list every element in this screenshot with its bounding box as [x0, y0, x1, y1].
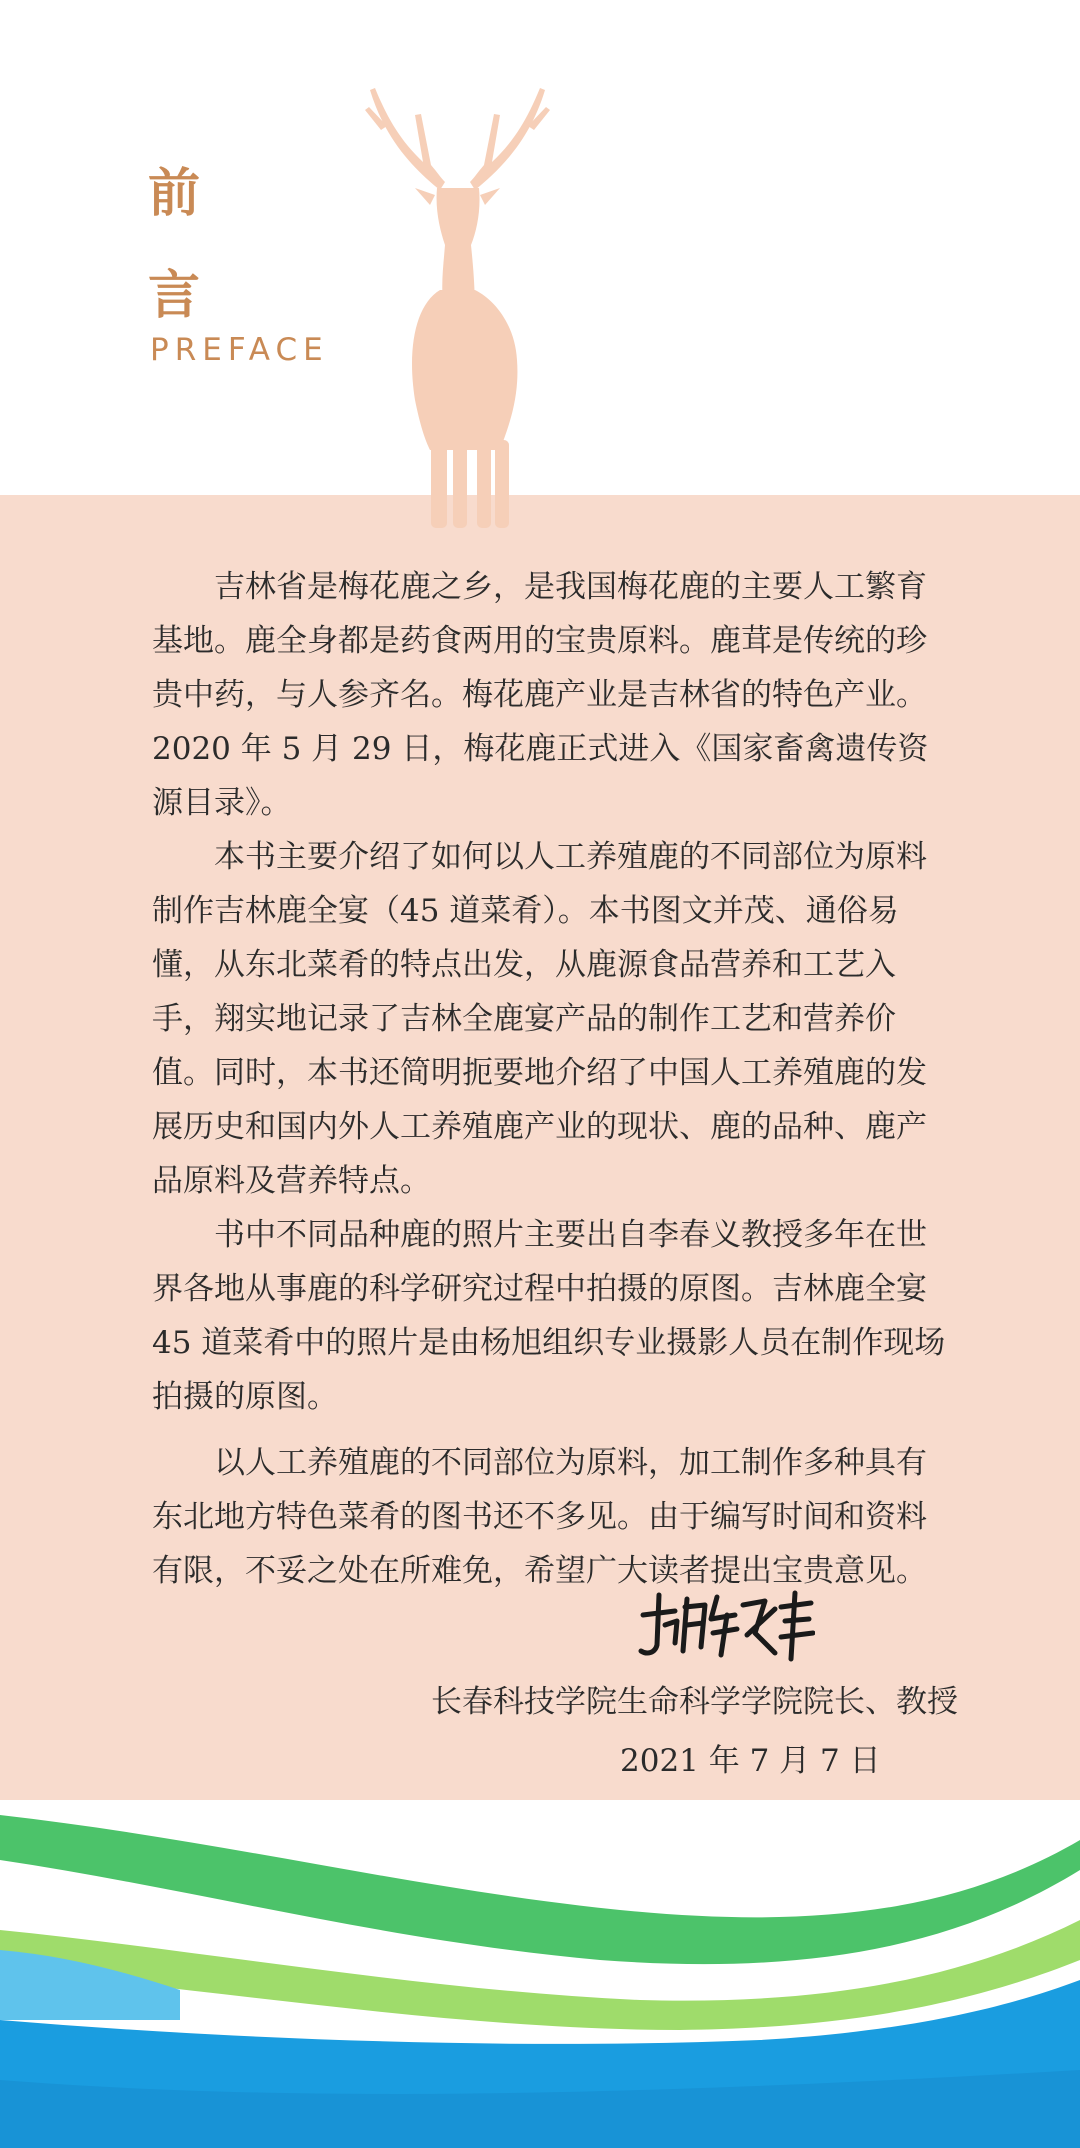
- title-char-2: 言: [148, 266, 201, 326]
- sign-date: 2021 年 7 月 7 日: [620, 1743, 881, 1779]
- paragraph-3: 书中不同品种鹿的照片主要出自李春义教授多年在世界各地从事鹿的科学研究过程中拍摄的原图。吉林鹿全宴 45 道菜肴中的照片是由杨旭组织专业摄影人员在制作现场拍摄的原图。: [152, 1217, 946, 1415]
- paragraph-2: 本书主要介绍了如何以人工养殖鹿的不同部位为原料制作吉林鹿全宴（45 道菜肴）。本书图文并茂、通俗易懂，从东北菜肴的特点出发，从鹿源食品营养和工艺入手，翔实地记录了吉林全鹿宴产品的制作工艺和营养价值。同时，本书还简明扼要地介绍了中国人工养殖鹿的发展历史和国内外人工养殖鹿产业的现状、鹿的品种、鹿产品原料及营养特点。: [152, 839, 927, 1199]
- deer-silhouette-icon: [345, 70, 585, 530]
- paragraph-4: 以人工养殖鹿的不同部位为原料，加工制作多种具有东北地方特色菜肴的图书还不多见。由于编写时间和资料有限，不妥之处在所难免，希望广大读者提出宝贵意见。: [152, 1445, 927, 1589]
- subtitle: PREFACE: [150, 332, 329, 368]
- preface-body: [152, 560, 952, 1598]
- paragraph-1: 吉林省是梅花鹿之乡，是我国梅花鹿的主要人工繁育基地。鹿全身都是药食两用的宝贵原料。鹿茸是传统的珍贵中药，与人参齐名。梅花鹿产业是吉林省的特色产业。2020 年 5 月 29 日，梅花鹿正式进入《国家畜禽遗传资源目录》。: [152, 569, 929, 821]
- wave-decoration: [0, 1800, 1080, 2148]
- author-title: 长春科技学院生命科学学院院长、教授: [431, 1684, 958, 1720]
- handwritten-signature: [635, 1585, 815, 1665]
- title-char-1: 前: [148, 164, 201, 224]
